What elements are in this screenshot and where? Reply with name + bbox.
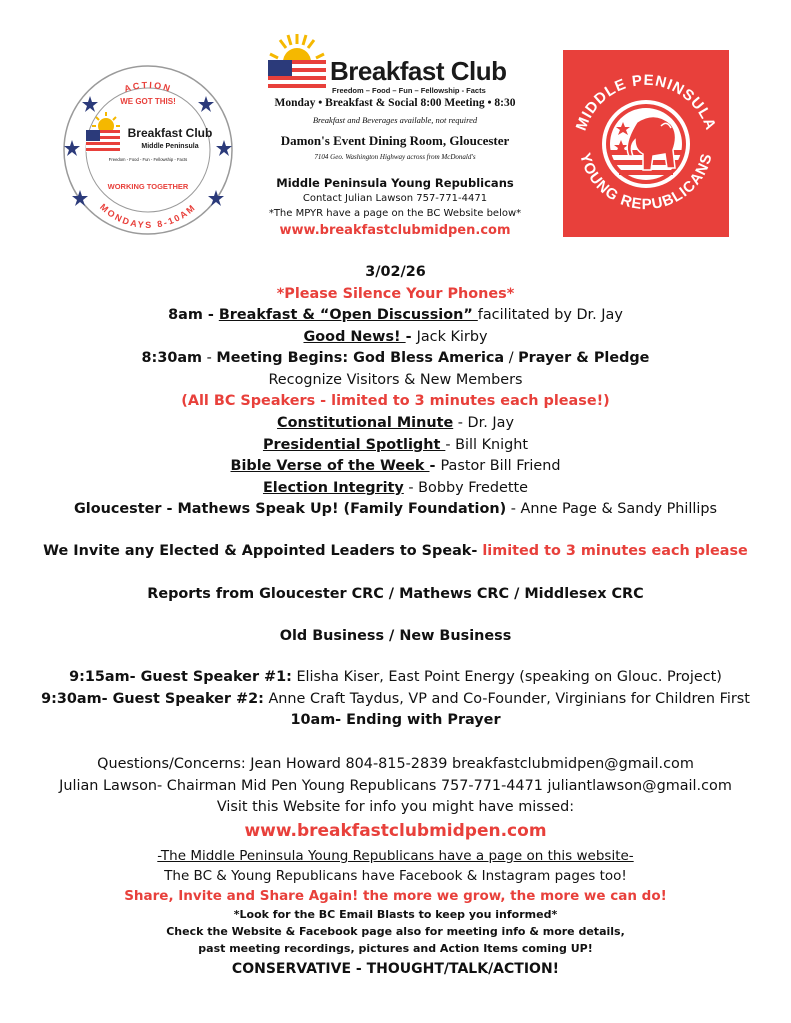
business-line: Old Business / New Business	[279, 628, 512, 644]
check-website-note: Check the Website & Facebook page also for meeting info & more details,	[166, 925, 625, 938]
social-note: The BC & Young Republicans have Facebook & Instagram pages too!	[164, 868, 627, 884]
org-text: Middle Peninsula Young Republicans	[276, 176, 514, 190]
center-title: Breakfast Club	[330, 56, 507, 86]
guest-speaker-1-label: 9:15am- Guest Speaker #1:	[69, 669, 292, 685]
ring-top-text: ACTION	[122, 79, 174, 95]
constitutional-minute-speaker: - Dr. Jay	[453, 415, 514, 431]
julian-contact: Julian Lawson- Chairman Mid Pen Young Republicans 757-771-4471 juliantlawson@gmail.com	[59, 778, 732, 794]
mpyr-bottom-text: YOUNG REPUBLICANS	[576, 151, 716, 214]
mpyr-top-text: MIDDLE PENINSULA	[572, 71, 720, 133]
bible-verse-line	[0, 456, 791, 476]
election-integrity-topic: Election Integrity	[262, 480, 404, 496]
constitutional-minute-topic: Constitutional Minute	[277, 415, 454, 431]
invite-leaders-limit: limited to 3 minutes each please	[482, 543, 748, 559]
round-logo-tagline: Freedom - Food - Fun - Fellowship - Facts	[108, 157, 188, 162]
presidential-spotlight-topic: Presidential Spotlight	[262, 437, 446, 453]
presidential-spotlight-speaker: - Bill Knight	[445, 437, 529, 453]
ring-bottom-text: MONDAYS 8-10AM	[98, 201, 198, 231]
bible-verse-topic: Bible Verse of the Week	[230, 458, 430, 474]
venue-text: Damon's Event Dining Room, Gloucester	[280, 133, 510, 148]
open-discussion-topic: Breakfast & “Open Discussion”	[218, 307, 478, 323]
speak-up-speakers: - Anne Page & Sandy Phillips	[506, 501, 717, 517]
past-meeting-note: past meeting recordings, pictures and Action Items coming UP!	[198, 942, 593, 955]
round-logo-graphic	[58, 60, 238, 240]
share-invite-text: Share, Invite and Share Again! the more we grow, the more we can do!	[124, 888, 667, 904]
reports-line: Reports from Gloucester CRC / Mathews CRC / Middlesex CRC	[147, 586, 644, 602]
prayer-pledge-text: Prayer & Pledge	[518, 350, 650, 366]
flag-icon	[86, 130, 120, 152]
center-info-block	[250, 30, 540, 245]
speakers-limit-notice: (All BC Speakers - limited to 3 minutes each please!)	[181, 393, 610, 409]
round-logo-subtitle: Middle Peninsula	[141, 143, 199, 150]
working-together-text: WORKING TOGETHER	[107, 182, 189, 191]
we-got-this-text: WE GOT THIS!	[120, 97, 176, 106]
breakfast-discussion-line	[0, 305, 791, 325]
speak-up-topic: Gloucester - Mathews Speak Up! (Family Foundation)	[74, 501, 507, 517]
good-news-topic: Good News!	[303, 329, 406, 345]
bible-verse-speaker: Pastor Bill Friend	[440, 458, 561, 474]
round-logo-title: Breakfast Club	[127, 126, 213, 140]
constitutional-minute-line	[0, 413, 791, 433]
mpyr-page-note: -The Middle Peninsula Young Republicans have a page on this website-	[157, 848, 634, 864]
election-integrity-line	[0, 478, 791, 498]
guest-speaker-2-line	[0, 689, 791, 709]
young-republicans-graphic	[563, 50, 729, 237]
header	[0, 0, 791, 250]
sun-flag-icon	[262, 32, 332, 92]
breakfast-note: Breakfast and Beverages available, not required	[312, 115, 478, 125]
presidential-spotlight-line	[0, 435, 791, 455]
breakfast-club-round-logo	[58, 60, 238, 240]
young-republicans-logo	[563, 50, 729, 237]
invite-leaders-text: We Invite any Elected & Appointed Leaders to Speak-	[43, 543, 483, 559]
ending-prayer-line: 10am- Ending with Prayer	[290, 712, 501, 728]
meeting-slash: /	[504, 350, 519, 366]
center-tagline: Freedom – Food – Fun – Fellowship - Facts	[332, 86, 486, 95]
email-blasts-note: *Look for the BC Email Blasts to keep you informed*	[233, 908, 558, 921]
guest-speaker-2-detail: Anne Craft Taydus, VP and Co-Founder, Virginians for Children First	[263, 691, 750, 707]
guest-speaker-1-detail: Elisha Kiser, East Point Energy (speaking on Glouc. Project)	[291, 669, 722, 685]
footer-website-link[interactable]: www.breakfastclubmidpen.com	[244, 821, 547, 841]
good-news-line	[0, 327, 791, 347]
guest-speaker-1-line	[0, 667, 791, 687]
facilitator: facilitated by Dr. Jay	[477, 307, 623, 323]
invite-leaders-line	[0, 541, 791, 561]
address-text: 7104 Geo. Washington Highway across from McDonald's	[314, 153, 476, 161]
guest-speaker-2-label: 9:30am- Guest Speaker #2:	[41, 691, 264, 707]
schedule-text: Monday • Breakfast & Social 8:00 Meeting • 8:30	[274, 97, 516, 109]
mpyr-note: *The MPYR have a page on the BC Website below*	[268, 208, 522, 219]
election-integrity-speaker: - Bobby Fredette	[403, 480, 529, 496]
visit-website-text: Visit this Website for info you might have missed:	[216, 799, 575, 815]
meeting-dash: -	[202, 350, 217, 366]
good-news-speaker: Jack Kirby	[416, 329, 488, 345]
questions-contact: Questions/Concerns: Jean Howard 804-815-2839 breakfastclubmidpen@gmail.com	[97, 756, 694, 772]
conservative-slogan: CONSERVATIVE - THOUGHT/TALK/ACTION!	[231, 961, 560, 977]
time-8am: 8am -	[168, 307, 219, 323]
recognize-visitors-line: Recognize Visitors & New Members	[268, 372, 523, 388]
silence-phones-notice: *Please Silence Your Phones*	[276, 286, 515, 302]
speak-up-line	[0, 499, 791, 519]
time-830am: 8:30am	[141, 350, 203, 366]
bible-verse-dash: -	[429, 458, 441, 474]
contact-text: Contact Julian Lawson 757-771-4471	[302, 193, 488, 204]
good-news-dash: -	[405, 329, 417, 345]
meeting-date: 3/02/26	[365, 264, 426, 280]
meeting-begins-line	[0, 348, 791, 368]
meeting-begins-text: Meeting Begins: God Bless America	[216, 350, 505, 366]
center-website-link[interactable]: www.breakfastclubmidpen.com	[279, 223, 511, 238]
